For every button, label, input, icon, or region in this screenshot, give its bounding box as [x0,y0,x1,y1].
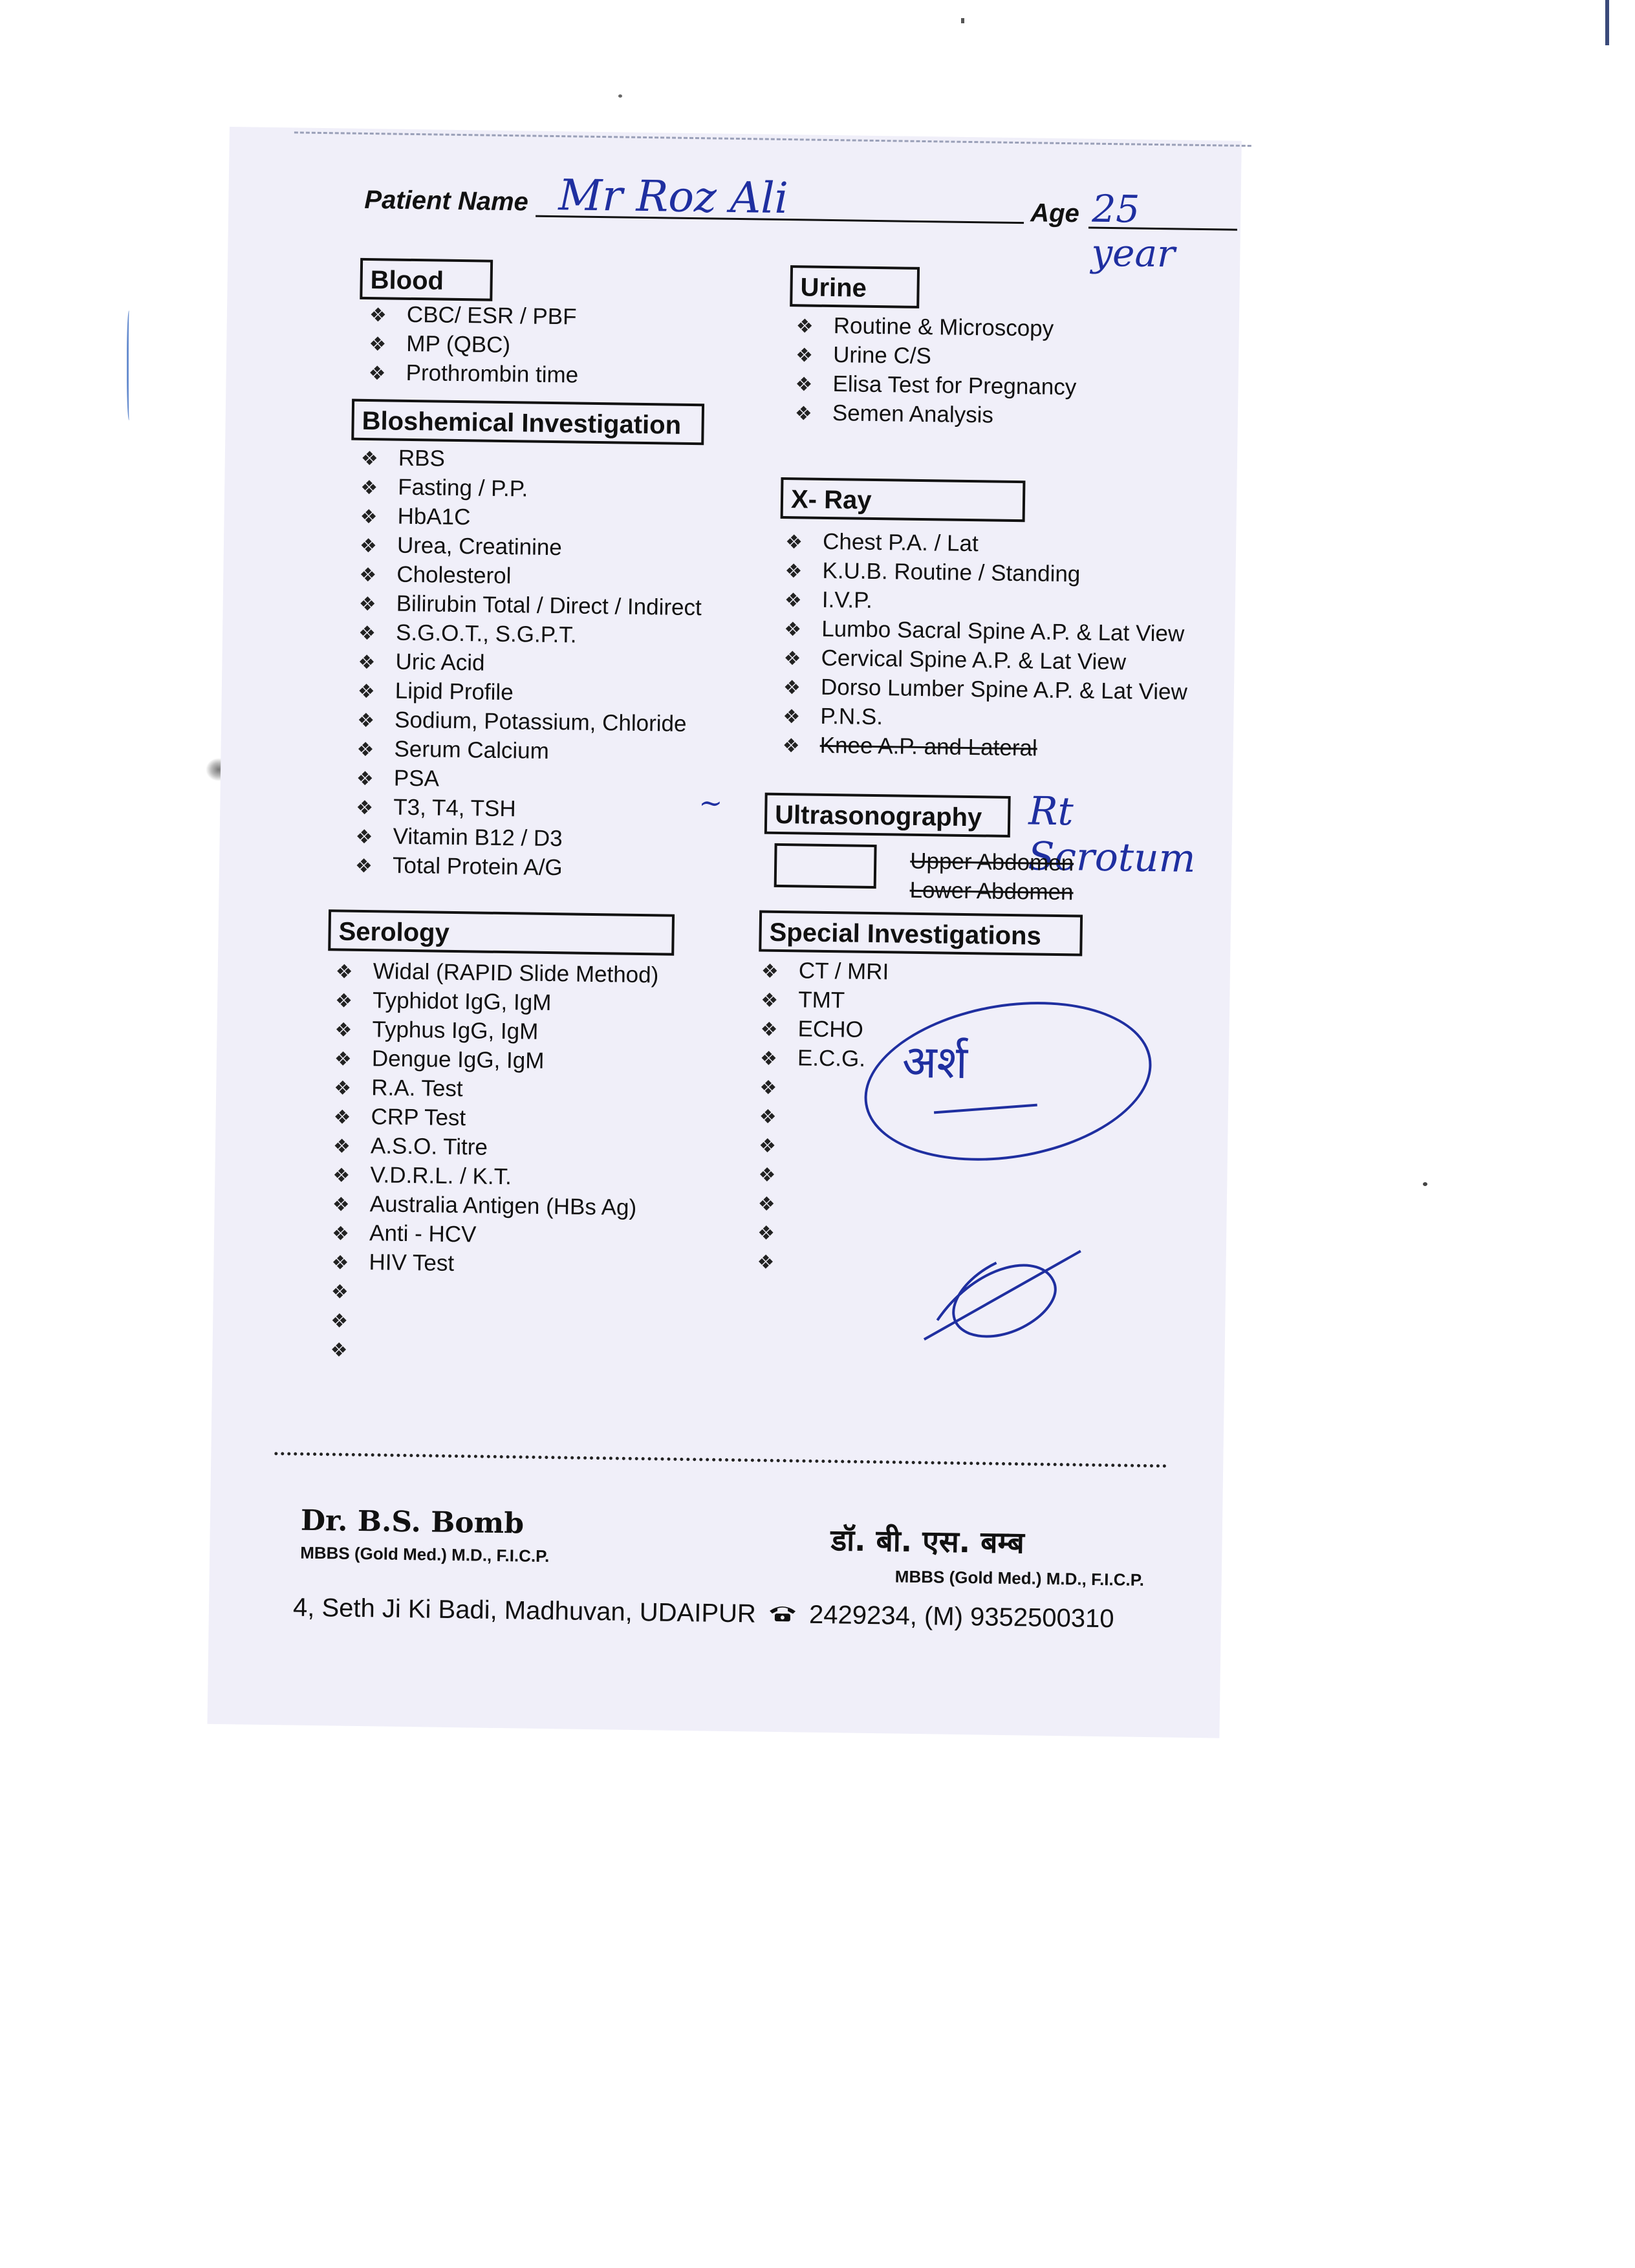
bullet-icon: ❖ [794,403,813,425]
bullet-icon: ❖ [334,1048,352,1070]
list-item [331,1247,655,1280]
list-item [355,821,698,855]
list-item-label: Typhus IgG, IgM [372,1017,539,1044]
scan-speck [1423,1182,1427,1186]
bullet-icon: ❖ [330,1281,349,1303]
dotted-divider [274,1452,1167,1467]
list-item-label: Fasting / P.P. [397,474,528,502]
list-item [782,730,1186,765]
list-item [358,618,702,651]
scan-speck [961,18,964,23]
list-item [334,1043,658,1077]
bullet-icon: ❖ [369,334,387,356]
blood-header: Blood [360,258,493,301]
bullet-icon: ❖ [356,768,374,790]
bullet-icon: ❖ [785,561,803,583]
list-item-label: Uric Acid [395,649,485,676]
list-item-label: CBC/ ESR / PBF [406,301,577,330]
bullet-icon: ❖ [783,648,801,670]
bullet-icon: ❖ [332,1165,351,1187]
bullet-icon: ❖ [358,651,376,674]
list-item [796,340,1077,373]
list-item-label: A.S.O. Titre [370,1133,488,1160]
scan-edge-mark [1605,0,1609,45]
address-text: 4, Seth Ji Ki Badi, Madhuvan, UDAIPUR [292,1593,757,1628]
list-item [757,1218,885,1249]
biochem-list [355,443,704,884]
bullet-icon: ❖ [783,706,801,728]
bullet-icon: ❖ [758,1135,777,1157]
bullet-icon: ❖ [759,1048,778,1070]
doctor-qualification-right: MBBS (Gold Med.) M.D., F.I.C.P. [894,1566,1145,1590]
bullet-icon: ❖ [759,1077,777,1099]
list-item-label: Australia Antigen (HBs Ag) [369,1191,637,1220]
list-item-label: ECHO [797,1016,863,1042]
list-item [355,850,698,884]
list-item [331,1276,655,1310]
torn-edge [294,131,1251,155]
list-item [795,369,1076,402]
list-item [334,1014,658,1048]
list-item [369,329,579,361]
doctor-address-line [293,1593,1114,1634]
list-item [760,1043,888,1074]
age-value: 25 year [1090,186,1176,276]
bullet-icon: ❖ [757,1251,775,1273]
bullet-icon: ❖ [761,960,779,982]
age-label: Age [1030,199,1080,228]
special-header: Special Investigations [759,911,1083,956]
bullet-icon: ❖ [333,1107,351,1129]
list-item [330,1305,654,1339]
list-item [872,846,1074,878]
list-item-label: K.U.B. Routine / Standing [822,557,1081,587]
usg-list [872,846,1074,907]
bullet-icon: ❖ [330,1310,349,1332]
list-item [761,956,889,987]
biochem-header: Bloshemical Investigation [351,399,704,446]
list-item-label: Lipid Profile [395,678,514,706]
list-item [761,985,889,1016]
list-item-label: CRP Test [371,1104,466,1131]
bullet-icon: ❖ [356,709,375,732]
bullet-icon: ❖ [359,535,378,557]
list-item [332,1189,655,1222]
list-item [333,1130,656,1164]
bullet-icon: ❖ [331,1252,349,1274]
bullet-icon: ❖ [332,1194,350,1216]
urine-list [795,310,1077,431]
patient-row [363,170,1224,276]
signature-mark [898,1223,1094,1355]
list-item-label: Prothrombin time [406,360,579,388]
list-item [356,763,700,797]
list-item [758,1189,886,1220]
list-item-label: Typhidot IgG, IgM [372,988,552,1016]
list-item-label: Cervical Spine A.P. & Lat View [821,645,1127,675]
list-item [368,358,578,390]
list-item [759,1130,887,1161]
bullet-icon: ❖ [356,797,374,819]
list-item [796,310,1077,343]
list-item-label: Lumbo Sacral Spine A.P. & Lat View [821,616,1185,647]
bullet-icon: ❖ [795,374,813,396]
list-item-label: Routine & Microscopy [833,313,1054,341]
doctor-name-hindi: डॉ. बी. एस. बम्ब [830,1522,1025,1561]
list-item [333,1101,656,1135]
prescription-slip [208,127,1242,1738]
usg-handwritten-note: Rt Scrotum [1027,788,1196,881]
list-item [332,1218,655,1251]
bullet-icon: ❖ [760,989,779,1011]
list-item [359,559,702,593]
list-item-label: T3, T4, TSH [393,794,516,822]
list-item-label: HIV Test [369,1249,455,1277]
list-item-label: Serum Calcium [394,736,550,764]
bullet-icon: ❖ [760,1019,778,1041]
list-item-label: Urine C/S [832,342,932,369]
list-item [360,472,704,506]
bullet-icon: ❖ [334,1077,352,1099]
list-item-label: Dengue IgG, IgM [371,1046,545,1074]
list-item [760,1014,888,1045]
bullet-icon: ❖ [757,1193,775,1215]
phone-numbers: 2429234, (M) 9352500310 [808,1600,1114,1634]
list-item-label: Sodium, Potassium, Chloride [394,707,687,737]
bullet-icon: ❖ [331,1223,350,1245]
list-item [369,299,579,332]
bullet-icon: ❖ [330,1339,348,1361]
patient-name-label: Patient Name [364,185,529,217]
bullet-icon: ❖ [360,477,378,499]
list-item [332,1160,656,1193]
bullet-icon: ❖ [796,316,814,338]
list-item-label: Lower Abdomen [909,877,1074,905]
list-item [335,985,658,1019]
urine-header: Urine [790,265,920,308]
list-item-label: E.C.G. [797,1045,866,1072]
list-item-label: V.D.R.L. / K.T. [370,1162,512,1190]
bullet-icon: ❖ [757,1222,775,1244]
list-item-label: RBS [398,445,446,471]
bullet-icon: ❖ [785,532,803,554]
bullet-icon: ❖ [358,593,376,616]
list-item [360,530,703,564]
xray-header: X- Ray [781,477,1026,522]
circled-hindi-note: अर्श [902,1035,968,1090]
list-item-label: Chest P.A. / Lat [822,528,979,557]
bullet-icon: ❖ [783,619,802,641]
list-item [357,705,700,739]
doctor-name: Dr. B.S. Bomb [300,1504,525,1540]
bullet-icon: ❖ [759,1106,777,1128]
bullet-icon: ❖ [758,1164,776,1186]
bullet-icon: ❖ [332,1136,351,1158]
list-item [334,1072,657,1106]
list-item-label: HbA1C [397,503,471,530]
list-item-label: Widal (RAPID Slide Method) [373,958,659,988]
list-item [330,1334,653,1368]
telephone-icon [768,1600,797,1630]
serology-header: Serology [328,909,675,955]
list-item [358,647,701,680]
patient-name-value: Mr Roz Ali [558,170,789,224]
list-item-label: I.V.P. [821,587,873,613]
list-item [795,398,1076,431]
bullet-icon: ❖ [358,622,376,645]
list-item [358,589,702,622]
list-item-label: Anti - HCV [369,1220,477,1247]
blood-list [368,299,579,390]
list-item [358,676,701,709]
bullet-icon: ❖ [795,345,814,367]
bullet-icon: ❖ [360,448,378,470]
bullet-icon: ❖ [335,961,353,983]
list-item [356,792,699,826]
list-item-label: Upper Abdomen [909,848,1074,876]
serology-list [330,956,658,1368]
bullet-icon: ❖ [334,990,353,1012]
list-item [335,956,658,989]
list-item-label: P.N.S. [820,703,883,730]
usg-header: Ultrasonography [764,793,1011,837]
list-item [758,1160,886,1191]
list-item [356,734,700,768]
list-item [872,875,1074,907]
scan-speck [618,94,622,98]
bullet-icon: ❖ [357,680,375,703]
list-item-label: Dorso Lumber Spine A.P. & Lat View [820,674,1188,705]
bullet-icon: ❖ [355,826,373,848]
list-item-label: PSA [393,765,440,792]
list-item-label: R.A. Test [371,1075,463,1102]
list-item-label: CT / MRI [798,958,889,985]
list-item-label: S.G.O.T., S.G.P.T. [395,620,577,648]
bullet-icon: ❖ [783,677,801,699]
list-item [360,501,703,535]
bullet-icon: ❖ [360,506,378,528]
pen-stroke [127,310,133,420]
bullet-icon: ❖ [354,855,373,878]
bullet-icon: ❖ [356,739,374,761]
handwritten-mark: ~ [698,786,723,820]
list-item-label: Cholesterol [396,561,512,589]
list-item-label: Total Protein A/G [392,852,563,881]
usg-checkbox [774,843,877,889]
list-item-label: Bilirubin Total / Direct / Indirect [396,590,702,621]
list-item-label: Elisa Test for Pregnancy [832,371,1077,400]
list-item [361,443,704,477]
list-item-label: Urea, Creatinine [396,532,563,561]
list-item-label: Semen Analysis [832,400,994,428]
bullet-icon: ❖ [369,305,387,327]
bullet-icon: ❖ [359,564,377,587]
list-item-label: TMT [797,987,845,1013]
xray-list [782,526,1189,765]
bullet-icon: ❖ [368,363,386,385]
bullet-icon: ❖ [782,735,800,757]
bullet-icon: ❖ [334,1019,352,1041]
list-item-label: MP (QBC) [406,330,511,358]
list-item-label: Knee A.P. and Lateral [819,732,1038,761]
list-item-label: Vitamin B12 / D3 [393,823,563,852]
doctor-qualification: MBBS (Gold Med.) M.D., F.I.C.P. [300,1542,550,1566]
list-item [757,1247,885,1278]
circled-note-outline [852,982,1163,1181]
bullet-icon: ❖ [784,590,802,612]
